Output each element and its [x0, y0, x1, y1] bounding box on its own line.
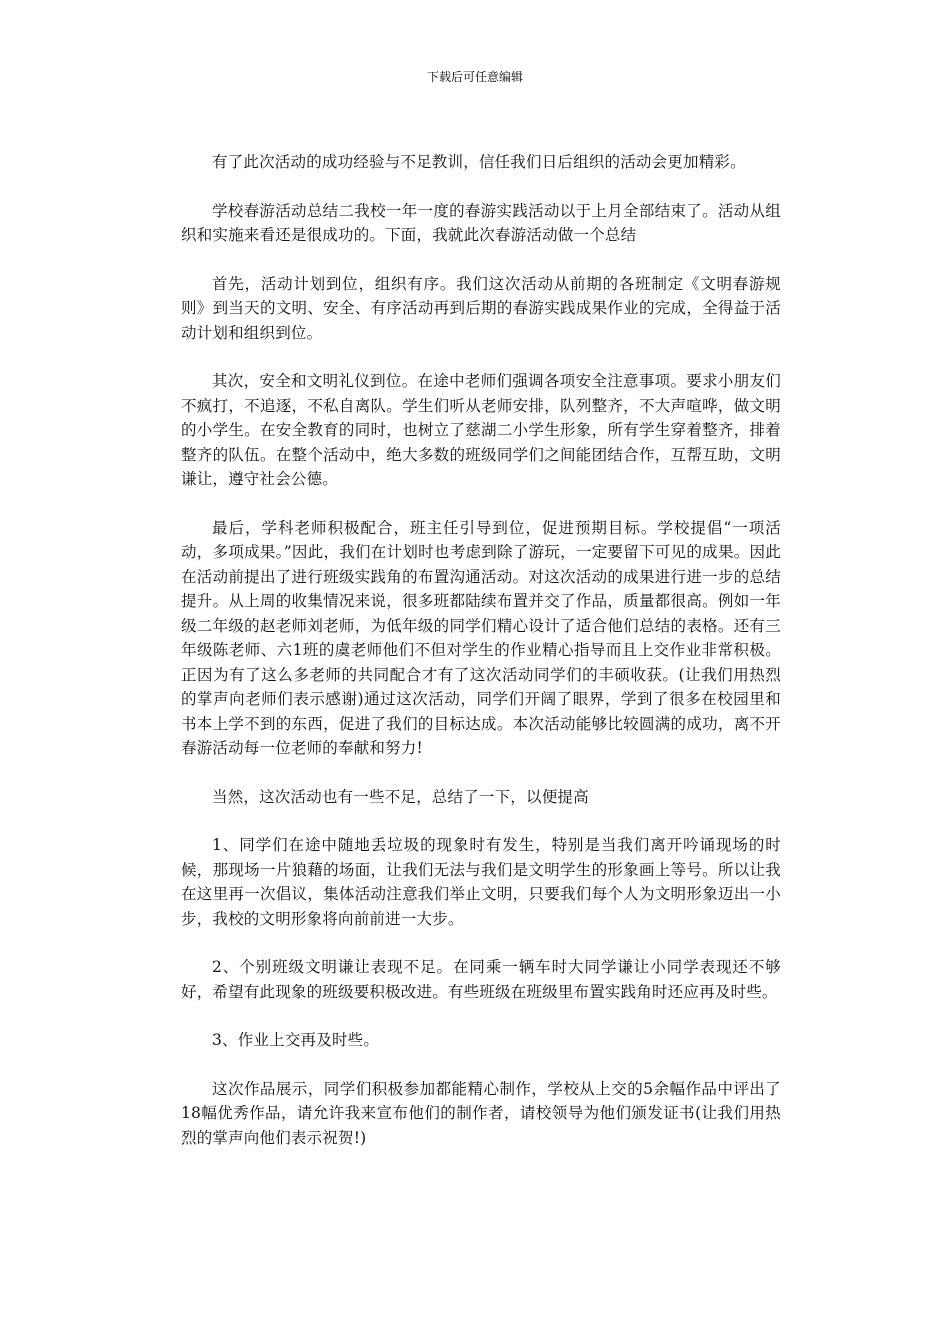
paragraph-awards: 这次作品展示，同学们积极参加都能精心制作，学校从上交的5余幅作品中评出了18幅优秀作品，请允许我来宣布他们的制作者，请校领导为他们颁发证书(让我们用热烈的掌声向他们表示祝贺!)	[181, 1079, 781, 1147]
paragraph-shortcoming-3: 3、作业上交再及时些。	[212, 1031, 380, 1049]
paragraph-closing-remark: 有了此次活动的成功经验与不足教训，信任我们日后组织的活动会更加精彩。	[212, 153, 746, 171]
page-header: 下载后可任意编辑	[426, 70, 523, 84]
paragraph-shortcoming-1: 1、同学们在途中随地丢垃圾的现象时有发生，特别是当我们离开吟诵现场的时候，那现场一片狼藉的场面，让我们无法与我们是文明学生的形象画上等号。所以让我在这里再一次倡议，集体活动注意我们举止文明，只要我们每个人为文明形象迈出一小步，我校的文明形象将向前前进一大步。	[181, 836, 781, 928]
paragraph-first-point: 首先，活动计划到位，组织有序。我们这次活动从前期的各班制定《文明春游规则》到当天的文明、安全、有序活动再到后期的春游实践成果作业的完成，全得益于活动计划和组织到位。	[181, 274, 781, 342]
paragraph-shortcomings-intro: 当然，这次活动也有一些不足，总结了一下，以便提高	[212, 787, 589, 806]
paragraph-summary-intro: 学校春游活动总结二我校一年一度的春游实践活动以于上月全部结束了。活动从组织和实施来看还是很成功的。下面，我就此次春游活动做一个总结	[181, 201, 781, 244]
document-body	[181, 150, 781, 1174]
paragraph-shortcoming-2: 2、个别班级文明谦让表现不足。在同乘一辆车时大同学谦让小同学表现还不够好，希望有此现象的班级要积极改进。有些班级在班级里布置实践角时还应再及时些。	[181, 958, 781, 1001]
paragraph-third-point: 最后，学科老师积极配合，班主任引导到位，促进预期目标。学校提倡“一项活动，多项成果。”因此，我们在计划时也考虑到除了游玩，一定要留下可见的成果。因此在活动前提出了进行班级实践角的布置沟通活动。对这次活动的成果进行进一步的总结提升。从上周的收集情况来说，很多班都陆续布置并交了作品，质量都很高。例如一年级二年级的赵老师刘老师，为低年级的同学们精心设计了适合他们总结的表格。还有三年级陈老师、六1班的虞老师他们不但对学生的作业精心指导而且上交作业非常积极。正因为有了这么多老师的共同配合才有了这次活动同学们的丰硕收获。(让我们用热烈的掌声向老师们表示感谢)通过这次活动，同学们开阔了眼界，学到了很多在校园里和书本上学不到的东西，促进了我们的目标达成。本次活动能够比较圆满的成功，离不开春游活动每一位老师的奉献和努力!	[181, 518, 781, 757]
paragraph-second-point: 其次，安全和文明礼仪到位。在途中老师们强调各项安全注意事项。要求小朋友们不疯打，不追逐，不私自离队。学生们听从老师安排，队列整齐，不大声喧哗，做文明的小学生。在安全教育的同时，也树立了慈湖二小学生形象，所有学生穿着整齐，排着整齐的队伍。在整个活动中，绝大多数的班级同学们之间能团结合作，互帮互助，文明谦让，遵守社会公德。	[181, 372, 781, 488]
